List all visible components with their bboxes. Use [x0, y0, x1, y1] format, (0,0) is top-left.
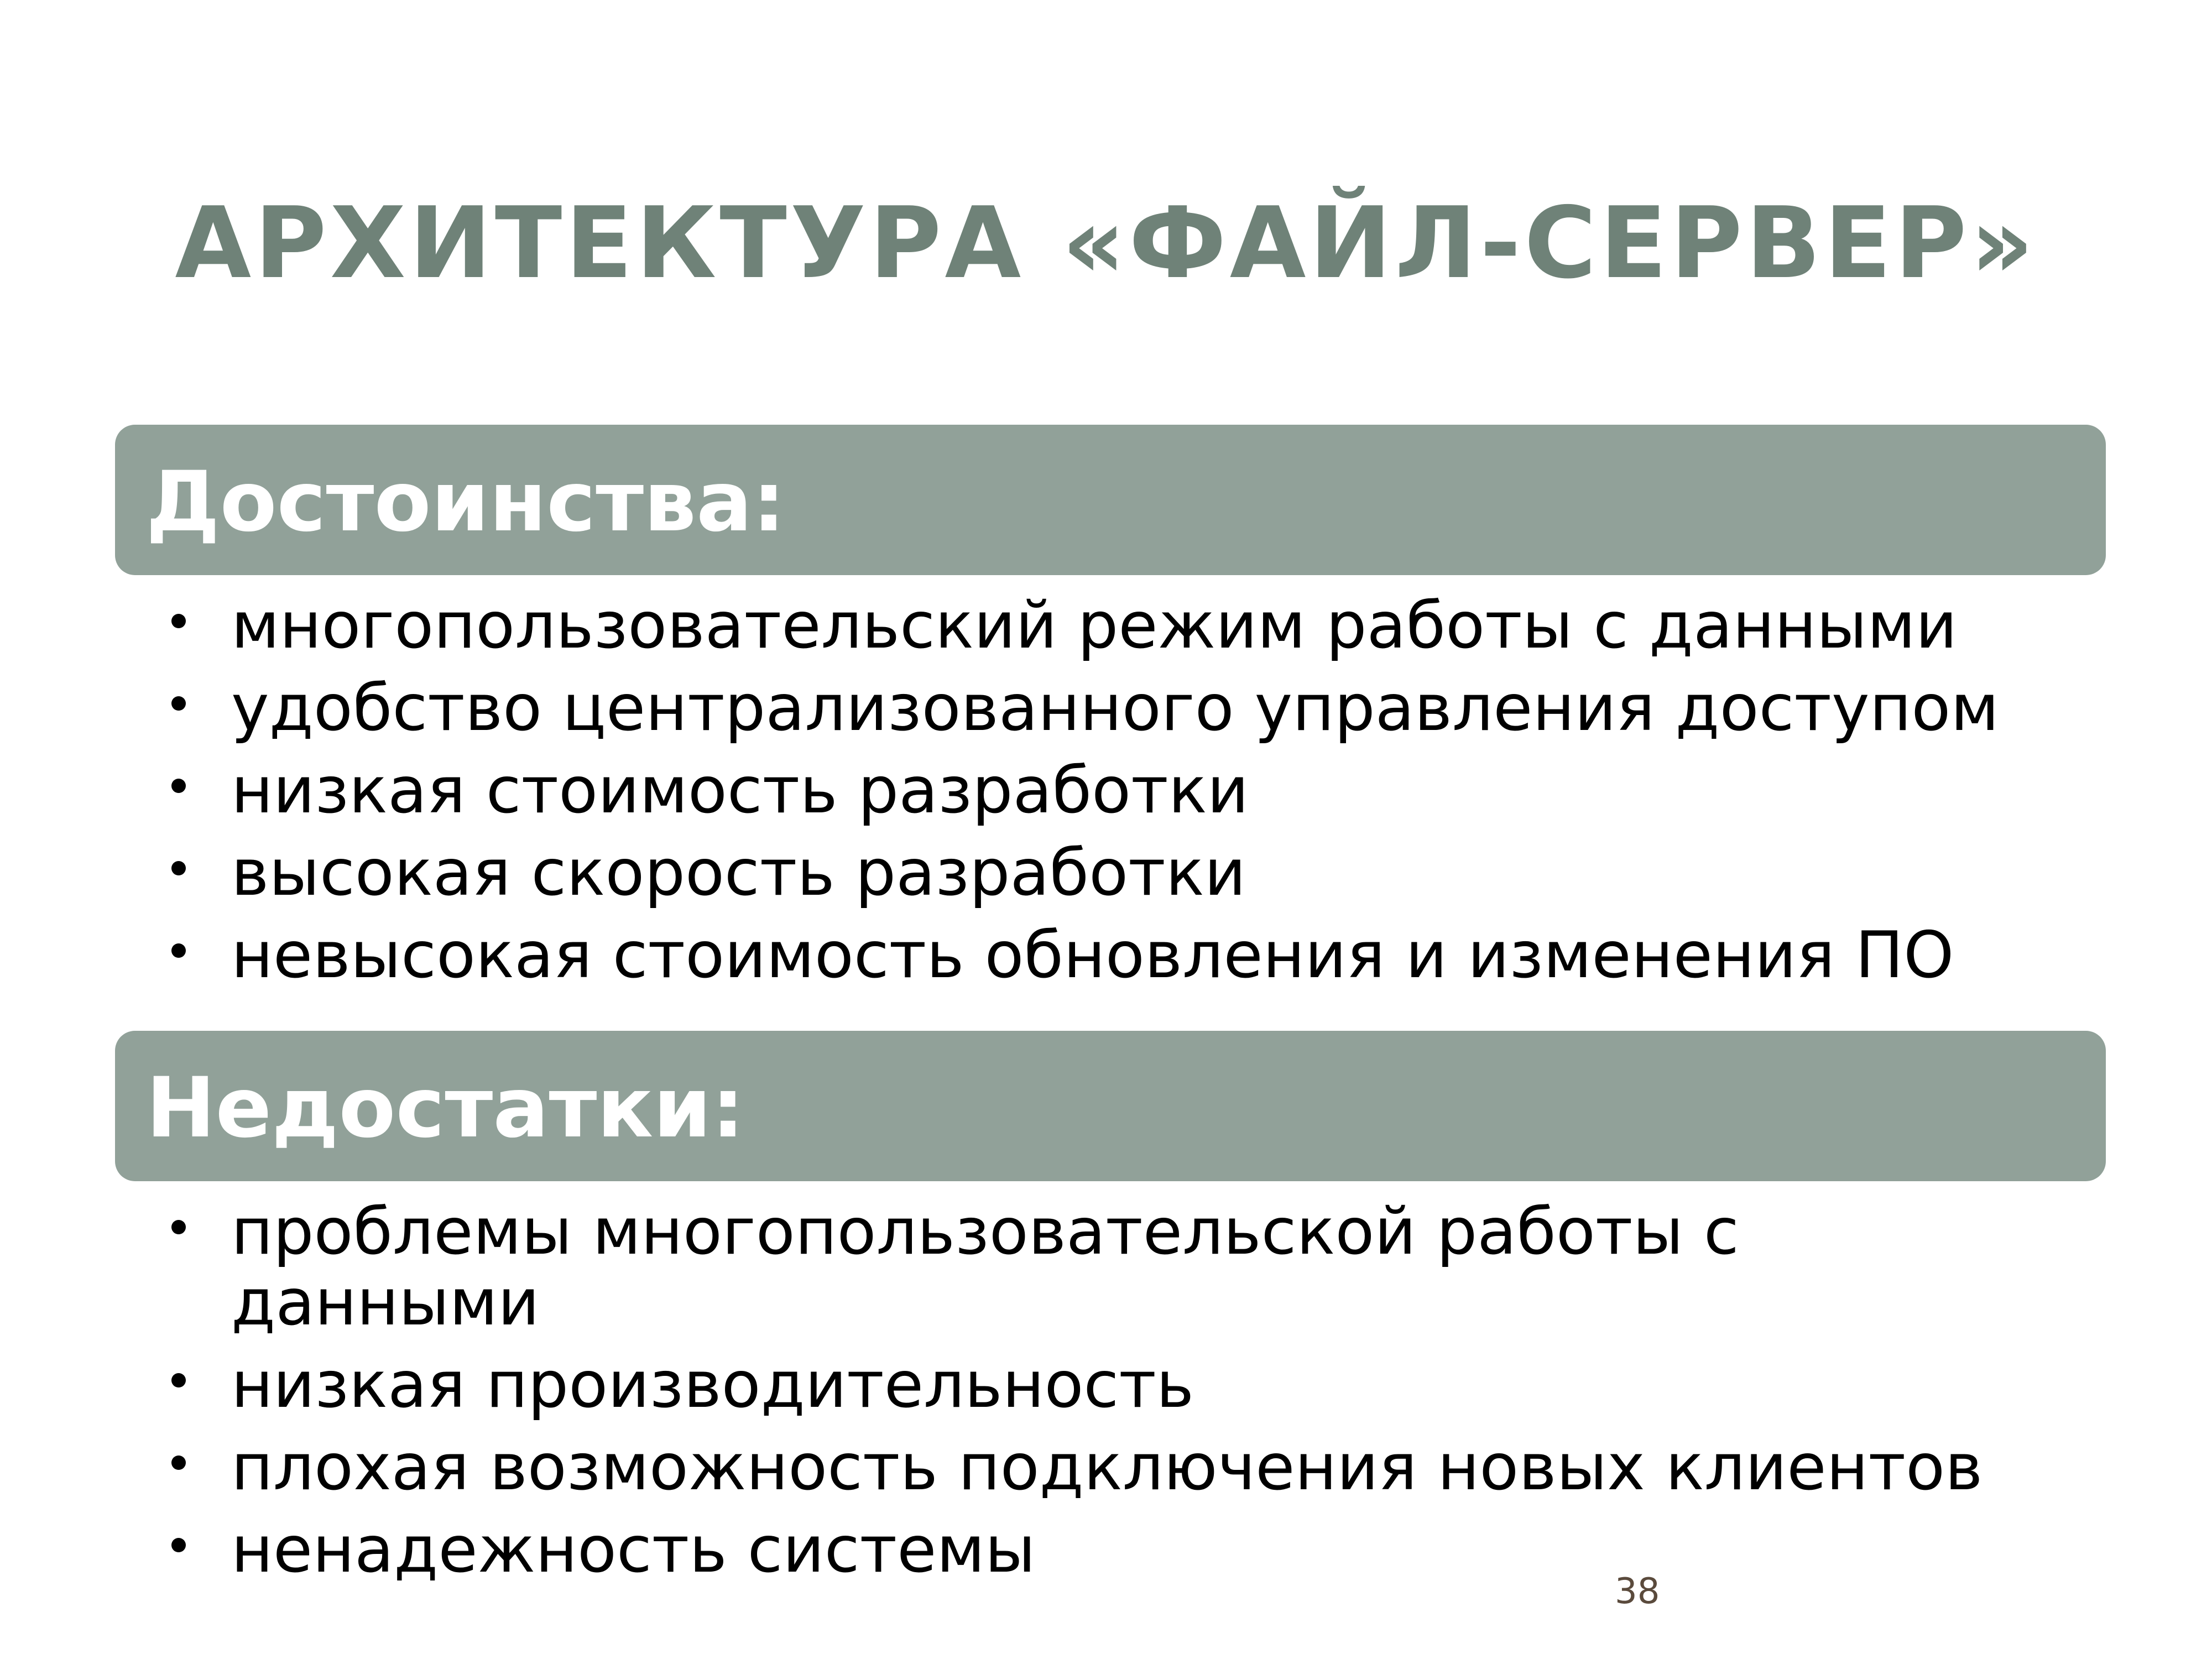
advantages-header: [115, 425, 2106, 575]
disadvantage-text: ненадежность системы: [231, 1512, 1036, 1587]
bullet-icon: [171, 779, 186, 793]
bullet-icon: [171, 861, 186, 875]
bullet-icon: [171, 1220, 186, 1234]
advantage-text: высокая скорость разработки: [231, 836, 1246, 910]
bullet-icon: [171, 1373, 186, 1387]
list-item: [171, 920, 2052, 991]
disadvantages-list: [171, 1194, 2052, 1597]
advantage-text: многопользовательский режим работы с данными: [231, 588, 1958, 663]
list-item: [171, 1512, 2052, 1587]
page-number: 38: [1615, 1571, 1660, 1612]
list-item: [171, 1194, 1835, 1340]
slide-title: АРХИТЕКТУРА «ФАЙЛ-СЕРВЕР»: [175, 186, 2037, 300]
list-item: [171, 838, 2052, 909]
advantage-text: низкая стоимость разработки: [231, 753, 1249, 828]
bullet-icon: [171, 1455, 186, 1470]
disadvantage-text: низкая производительность: [231, 1348, 1194, 1422]
list-item: [171, 588, 2052, 663]
advantage-text: удобство централизованного управления доступом: [231, 671, 1999, 745]
bullet-icon: [171, 614, 186, 628]
advantage-text: невысокая стоимость обновления и изменения ПО: [231, 918, 1954, 993]
disadvantage-text: плохая возможность подключения новых клиентов: [231, 1430, 1983, 1505]
advantages-heading: Достоинства:: [146, 454, 786, 550]
list-item: [171, 1432, 2052, 1503]
disadvantage-text: проблемы многопользовательской работы с данными: [231, 1194, 1739, 1340]
disadvantages-header: [115, 1031, 2106, 1181]
disadvantages-heading: Недостатки:: [146, 1060, 745, 1156]
list-item: [171, 755, 2052, 826]
bullet-icon: [171, 696, 186, 711]
bullet-icon: [171, 1538, 186, 1552]
advantages-list: [171, 588, 2052, 1003]
bullet-icon: [171, 943, 186, 958]
list-item: [171, 1350, 2052, 1421]
list-item: [171, 673, 2052, 744]
